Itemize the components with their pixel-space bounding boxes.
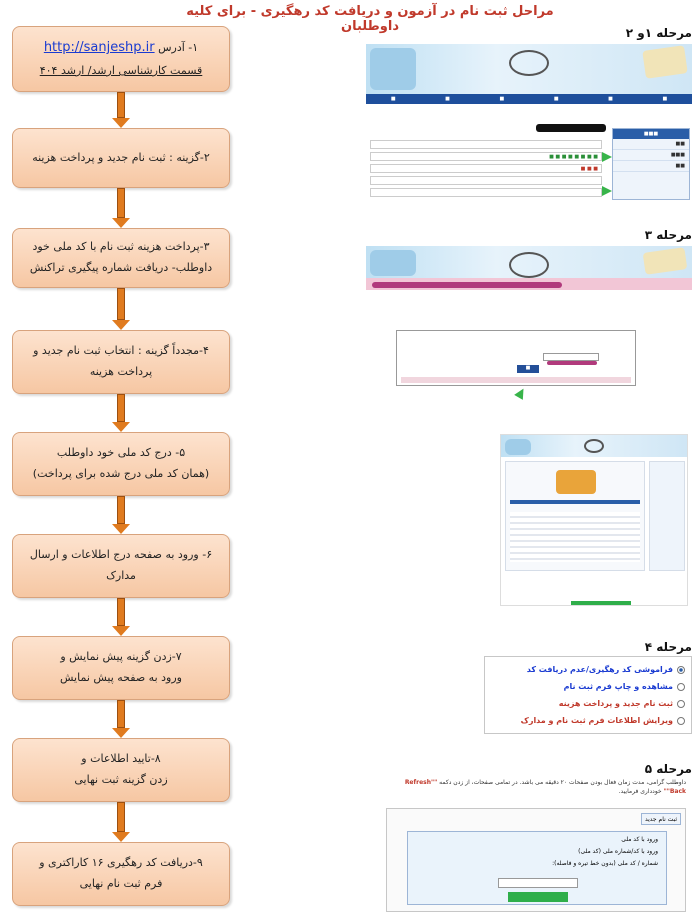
flow-arrow	[112, 598, 130, 636]
stage-label-3: مرحله ۳	[644, 228, 692, 242]
option-edit-form[interactable]	[491, 712, 685, 729]
option-new-registration[interactable]	[491, 695, 685, 712]
step3-line1: ۳-پرداخت هزینه ثبت نام با کد ملی خود	[32, 240, 210, 254]
step1-line2: قسمت کارشناسی ارشد/ ارشد ۴۰۴	[39, 63, 203, 77]
tab-new-registration[interactable]: ثبت نام جدید	[641, 813, 681, 825]
national-code-input[interactable]	[498, 878, 578, 888]
flow-step-5	[12, 432, 230, 496]
flow-arrow	[112, 288, 130, 330]
flow-arrow	[112, 394, 130, 432]
radio-icon[interactable]	[677, 666, 685, 674]
national-code-entry	[407, 831, 667, 905]
flow-arrow	[112, 92, 130, 128]
flow-arrow	[112, 496, 130, 534]
flow-step-2	[12, 128, 230, 188]
stage5-notice	[386, 778, 686, 796]
step7-line2: ورود به صفحه پیش نمایش	[60, 671, 182, 684]
stage3b-screenshot	[500, 434, 688, 606]
step3-line2: داوطلب- دریافت شماره پیگیری تراکنش	[29, 261, 213, 274]
field-label: شماره / کد ملی (بدون خط تیره و فاصله):	[552, 860, 658, 867]
stage5-form	[386, 808, 686, 912]
notice-suffix: خودداری فرمایید.	[618, 788, 662, 795]
step5-line1: ۵- درج کد ملی خود داوطلب	[56, 446, 186, 460]
flow-step-8	[12, 738, 230, 802]
notice-prefix: داوطلب گرامی، مدت زمان فعال بودن صفحات ۲۰ دقیقه می باشد. در تمامی صفحات، از زدن دکمه	[439, 779, 686, 786]
flow-arrow	[112, 802, 130, 842]
stage-label-1-2: مرحله ۱و ۲	[625, 26, 692, 40]
page-title: مراحل ثبت نام در آزمون و دریافت کد رهگیری - برای کلیه داوطلبان	[186, 4, 554, 34]
entry-title: ورود با کد ملی	[621, 836, 658, 843]
stage4-options-panel	[484, 656, 692, 734]
flow-arrow	[112, 188, 130, 228]
option-label: ثبت نام جدید و پرداخت هزینه	[558, 699, 673, 708]
sanjeshp-link[interactable]: http://sanjeshp.ir	[43, 40, 155, 56]
flow-step-7	[12, 636, 230, 700]
step6-line1: ۶- ورود به صفحه درج اطلاعات و ارسال	[29, 548, 213, 562]
stage-label-4: مرحله ۴	[644, 640, 692, 654]
flow-step-1	[12, 26, 230, 92]
option-label: فراموشی کد رهگیری/عدم دریافت کد	[526, 665, 673, 674]
stage-label-5: مرحله ۵	[644, 762, 692, 776]
flow-step-3	[12, 228, 230, 288]
notice-back: "Back"	[663, 788, 686, 795]
stage12-screenshot: ■ ■ ■ ■ ■ ■ ■ ■ ■ ■ ■ ■ ■ ■ ■ ■ ■ ■■■ ■■ ■■■ ■■	[366, 44, 692, 208]
step8-line2: زدن گزینه ثبت نهایی	[74, 773, 168, 786]
radio-icon[interactable]	[677, 683, 685, 691]
flow-step-6	[12, 534, 230, 598]
radio-icon[interactable]	[677, 700, 685, 708]
step9-line1: ۹-دریافت کد رهگیری ۱۶ کاراکتری و	[39, 856, 203, 870]
step5-line2: (همان کد ملی درج شده برای پرداخت)	[32, 467, 210, 480]
step2-text: ۲-گزینه : ثبت نام جدید و پرداخت هزینه	[32, 150, 210, 164]
option-label: ویرایش اطلاعات فرم ثبت نام و مدارک	[520, 716, 673, 725]
entry-hint: ورود با کد/شماره ملی (کد ملی)	[578, 848, 658, 855]
step4-line2: پرداخت هزینه	[89, 365, 153, 378]
option-forgot-tracking-code[interactable]	[491, 661, 685, 678]
step8-line1: ۸-تایید اطلاعات و	[81, 752, 161, 766]
option-label: مشاهده و چاپ فرم ثبت نام	[563, 682, 673, 691]
step9-line2: فرم ثبت نام نهایی	[79, 877, 163, 890]
step7-line1: ۷-زدن گزینه پیش نمایش و	[60, 650, 182, 664]
flow-arrow	[112, 700, 130, 738]
step4-line1: ۴-مجدداً گزینه : انتخاب ثبت نام جدید و	[33, 344, 209, 358]
submit-button[interactable]	[508, 892, 568, 902]
step6-line2: مدارک	[106, 569, 136, 582]
radio-icon[interactable]	[677, 717, 685, 725]
flow-step-9	[12, 842, 230, 906]
flow-step-4	[12, 330, 230, 394]
option-view-print-form[interactable]	[491, 678, 685, 695]
step1-prefix: ۱- آدرس	[158, 41, 199, 55]
stage3-screenshot: ■	[366, 246, 692, 408]
notice-refresh: "Refresh"	[404, 779, 438, 786]
